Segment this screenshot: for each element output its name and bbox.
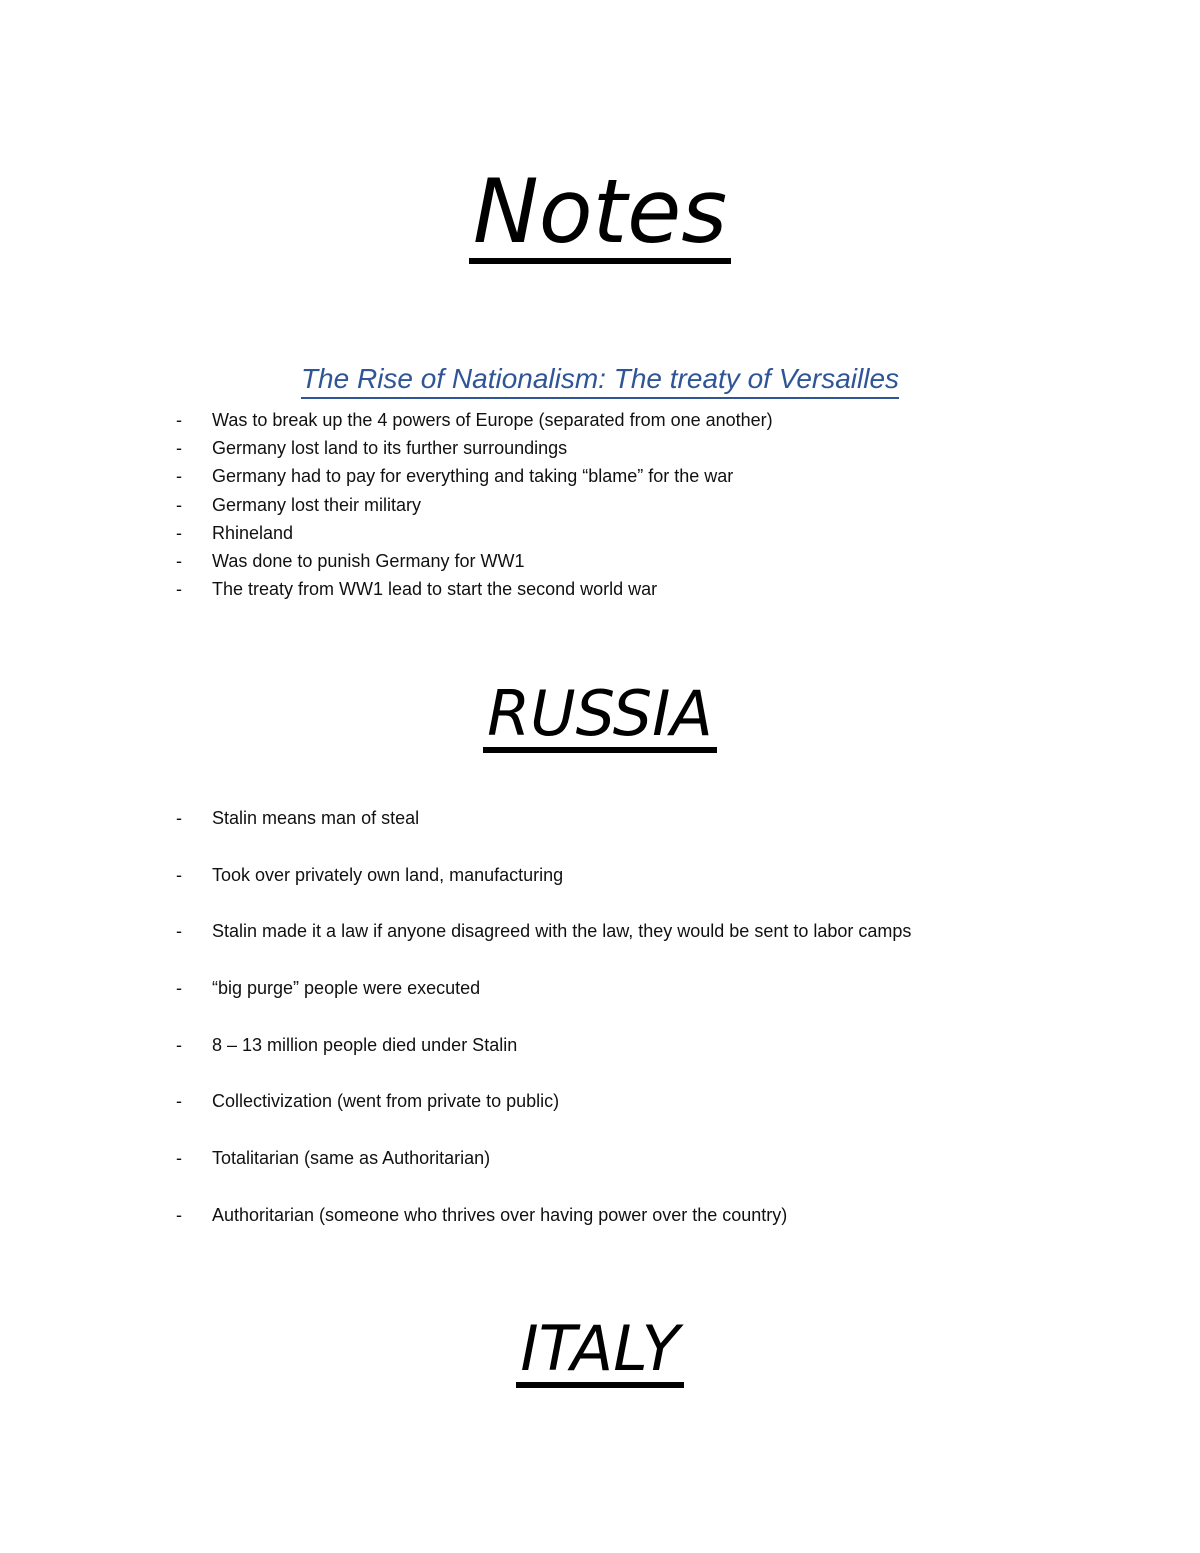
list-item-text: Germany had to pay for everything and taking “blame” for the war xyxy=(212,466,734,487)
list-item xyxy=(176,975,1136,1032)
versailles-heading xyxy=(0,364,1200,399)
list-item-text: Was done to punish Germany for WW1 xyxy=(212,550,525,571)
russia-list xyxy=(176,805,1136,1259)
list-item xyxy=(176,805,1136,862)
list-item xyxy=(176,1088,1136,1145)
versailles-list xyxy=(176,406,1136,603)
list-item-text: 8 – 13 million people died under Stalin xyxy=(212,1034,518,1055)
bullet-dash: - xyxy=(176,494,182,515)
list-item-text: Germany lost their military xyxy=(212,494,422,515)
list-item xyxy=(176,1145,1136,1202)
list-item xyxy=(176,1032,1136,1089)
bullet-dash: - xyxy=(176,808,182,828)
list-item-text: Collectivization (went from private to public) xyxy=(212,1091,560,1112)
bullet-dash: - xyxy=(176,1148,182,1169)
bullet-dash: - xyxy=(176,410,182,430)
bullet-dash: - xyxy=(176,522,182,543)
list-item xyxy=(176,1202,1136,1259)
list-item xyxy=(176,462,1136,490)
versailles-heading-text: The Rise of Nationalism: The treaty of Versailles xyxy=(301,364,899,399)
bullet-dash: - xyxy=(176,579,182,600)
bullet-dash: - xyxy=(176,550,182,571)
list-item-text: “big purge” people were executed xyxy=(212,978,481,999)
page-title-text: Notes xyxy=(469,168,731,264)
list-item xyxy=(176,406,1136,434)
italy-heading xyxy=(0,1312,1200,1388)
list-item-text: Took over privately own land, manufacturing xyxy=(212,864,564,885)
list-item xyxy=(176,491,1136,519)
list-item xyxy=(176,547,1136,575)
list-item xyxy=(176,575,1136,603)
list-item-text: Stalin means man of steal xyxy=(212,808,420,828)
italy-heading-text: ITALY xyxy=(516,1318,683,1388)
list-item-text: Germany lost land to its further surroundings xyxy=(212,438,568,459)
bullet-dash: - xyxy=(176,864,182,885)
bullet-dash: - xyxy=(176,1034,182,1055)
russia-heading xyxy=(0,677,1200,753)
list-item-text: Stalin made it a law if anyone disagreed with the law, they would be sent to labor camps xyxy=(212,921,912,942)
list-item xyxy=(176,434,1136,462)
list-item-text: Authoritarian (someone who thrives over having power over the country) xyxy=(212,1204,788,1225)
bullet-dash: - xyxy=(176,921,182,942)
list-item xyxy=(176,918,1136,975)
list-item-text: The treaty from WW1 lead to start the second world war xyxy=(212,579,658,600)
bullet-dash: - xyxy=(176,438,182,459)
bullet-dash: - xyxy=(176,978,182,999)
russia-heading-text: RUSSIA xyxy=(483,683,717,753)
bullet-dash: - xyxy=(176,1204,182,1225)
list-item-text: Was to break up the 4 powers of Europe (separated from one another) xyxy=(212,410,773,430)
list-item-text: Rhineland xyxy=(212,522,294,543)
list-item xyxy=(176,862,1136,919)
bullet-dash: - xyxy=(176,1091,182,1112)
list-item-text: Totalitarian (same as Authoritarian) xyxy=(212,1148,491,1169)
page-title xyxy=(0,160,1200,264)
list-item xyxy=(176,519,1136,547)
bullet-dash: - xyxy=(176,466,182,487)
